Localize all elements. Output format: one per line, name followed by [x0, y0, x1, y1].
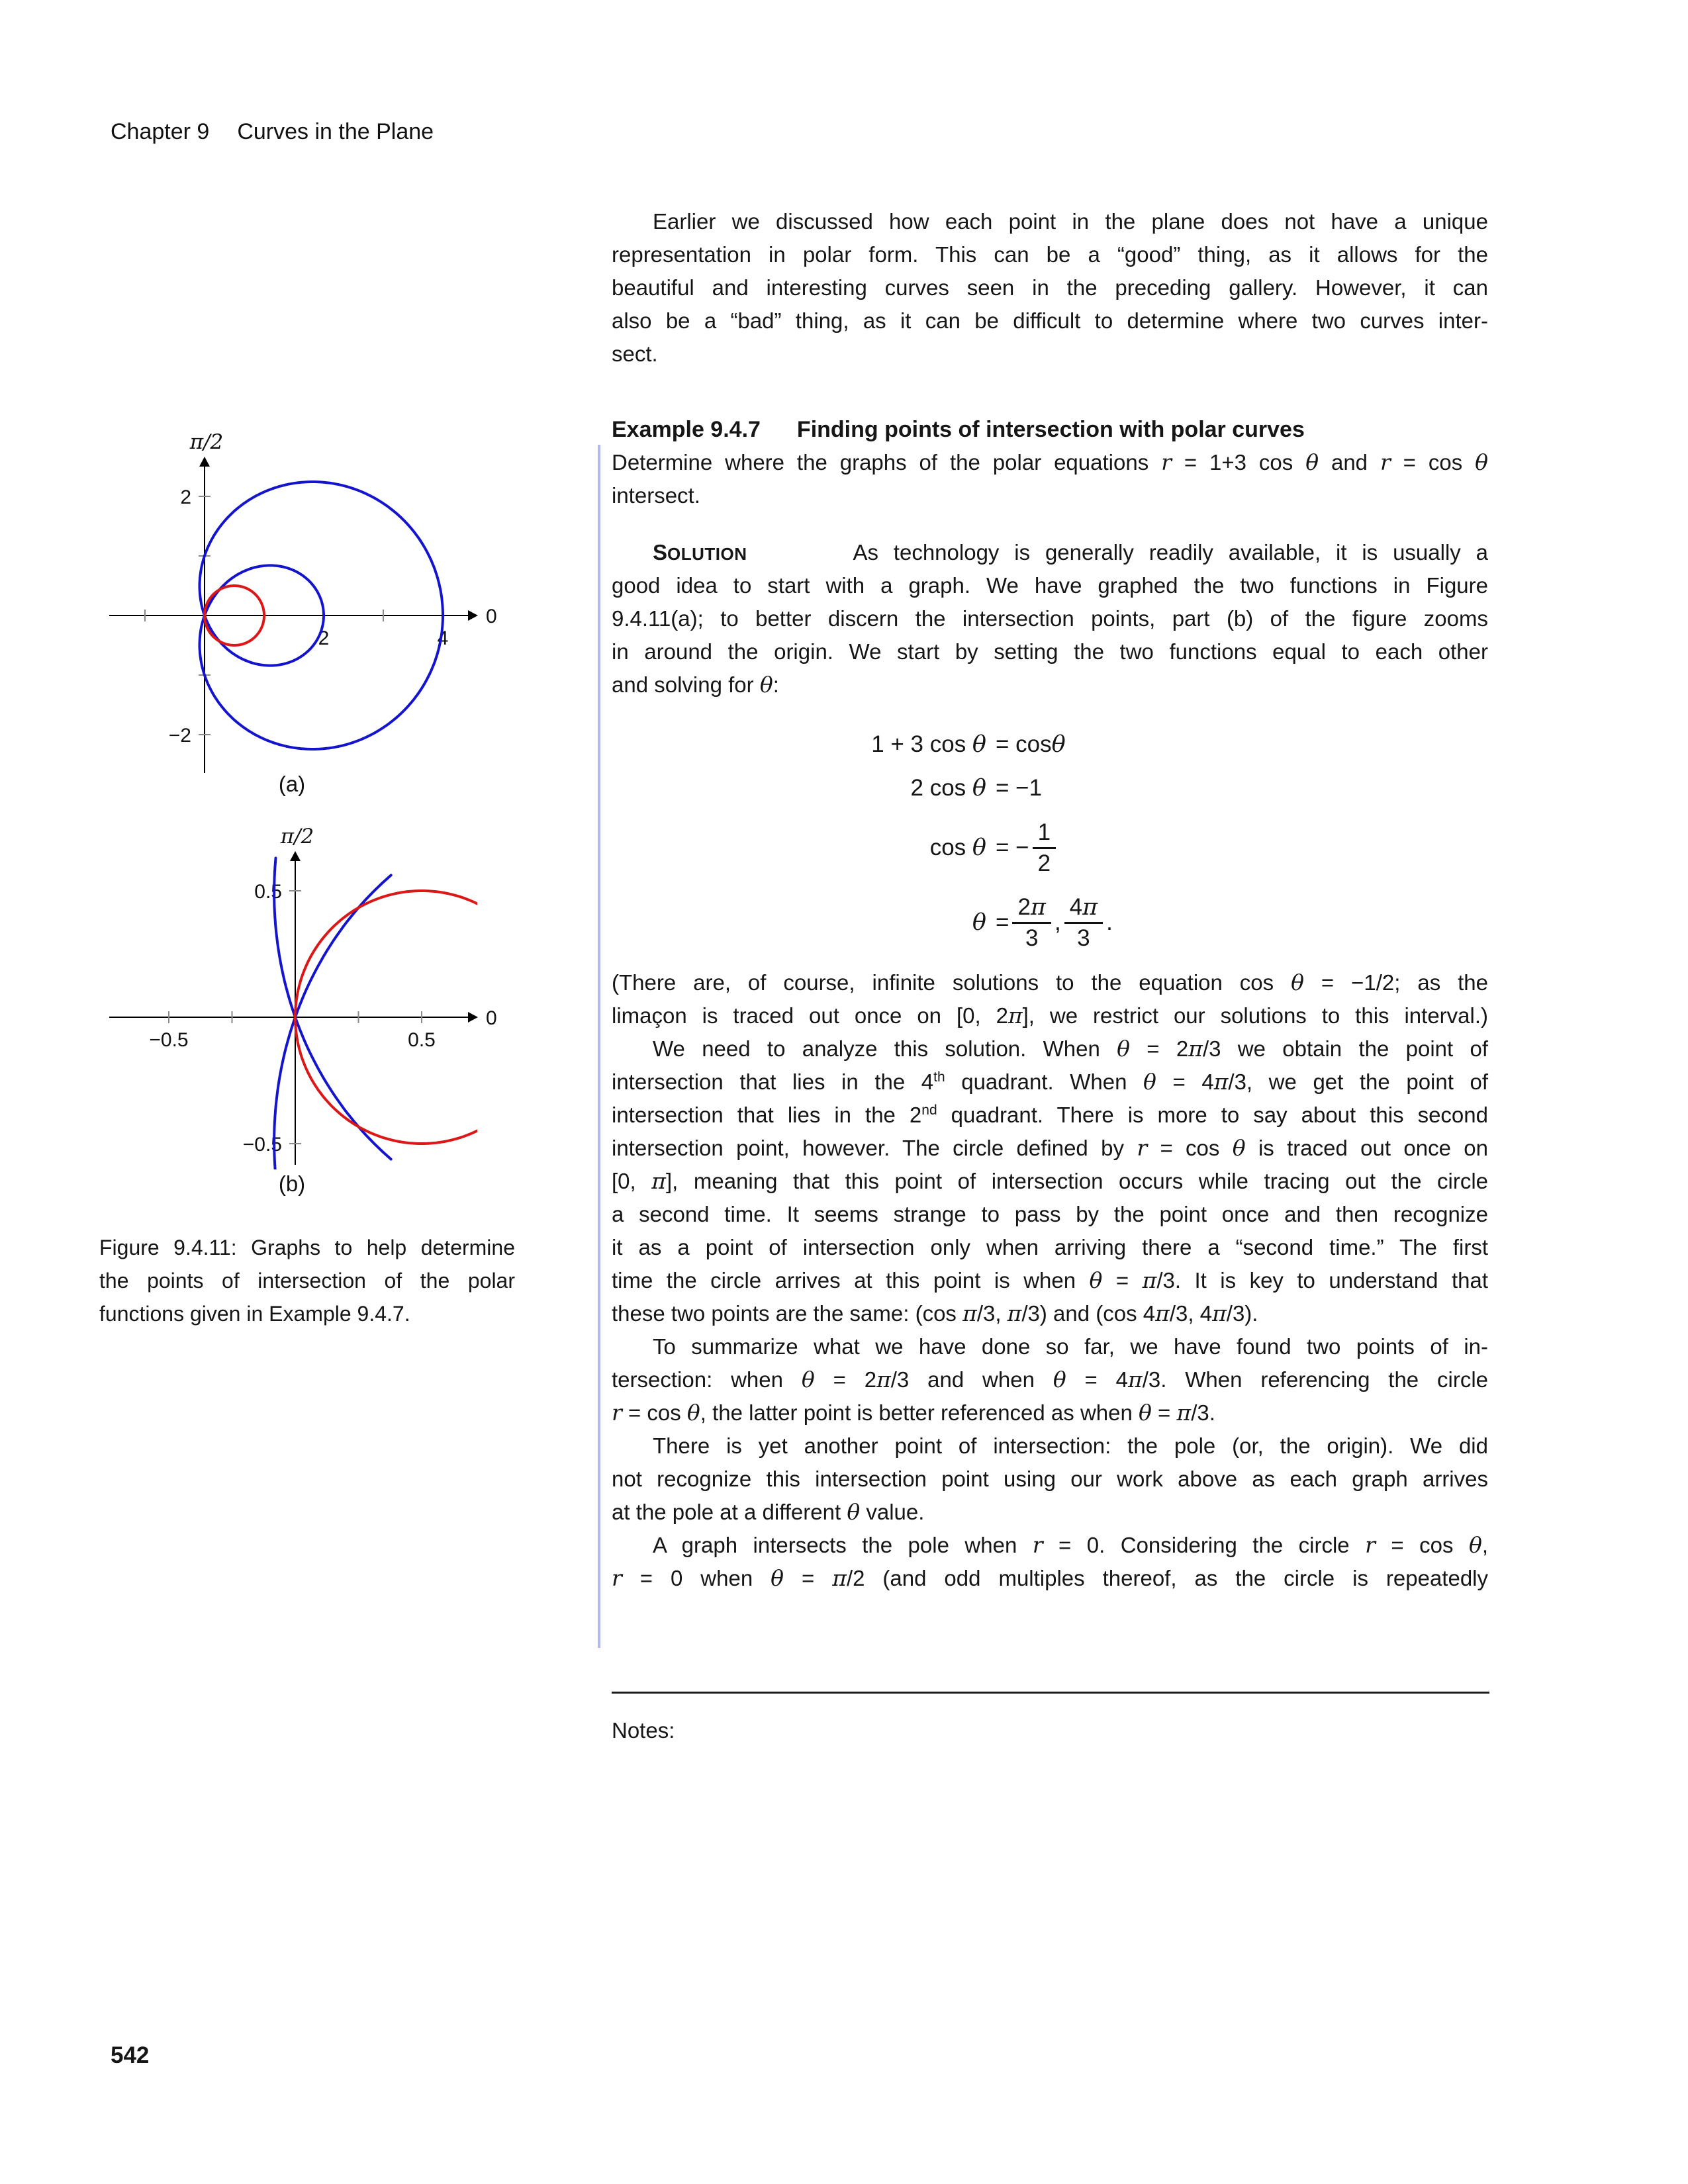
fraction-denominator: 3 [1077, 925, 1090, 951]
text-line: not recognize this intersection point using our work above as each graph arrives [612, 1467, 1488, 1491]
figure-a-label: (a) [278, 772, 306, 796]
text-line: intersection that lies in the 4th quadrant. When θ = 4π/3, we get the point of [612, 1069, 1489, 1095]
paragraph-intro-polar [612, 205, 1488, 371]
fraction [1064, 894, 1103, 951]
text-line: r = 0 when θ = π/2 (and odd multiples thereof, as the circle is repeatedly [612, 1565, 1489, 1591]
y-axis-arrow [290, 851, 301, 861]
x-axis-arrow [468, 1012, 478, 1023]
text-line: To summarize what we have done so far, we have found two points of in- [653, 1334, 1488, 1359]
fraction-numerator: 1 [1033, 819, 1056, 848]
y-tick-label: 0.5 [254, 881, 282, 903]
figure-caption [99, 1231, 515, 1330]
equation-rhs [986, 819, 1059, 876]
pi-over-2-label: π/2 [280, 825, 314, 848]
y-tick-label: 2 [180, 486, 191, 508]
text-line: Determine where the graphs of the polar equations r = 1+3 cos θ and r = cos θ [612, 449, 1489, 475]
pi-over-2-label: π/2 [189, 430, 224, 454]
text-line: at the pole at a different θ value. [612, 1499, 925, 1525]
fraction-denominator: 2 [1037, 850, 1051, 876]
equation-lhs: 2 cos θ [910, 775, 986, 801]
x-tick-label: −0.5 [149, 1029, 189, 1051]
x-tick-label: 0.5 [408, 1029, 436, 1051]
text-line: in around the origin. We start by setting the two functions equal to each other [612, 639, 1488, 664]
text-line: the points of intersection of the polar [99, 1269, 515, 1293]
y-axis-arrow [199, 457, 210, 467]
example-number: Example 9.4.7 [612, 417, 761, 442]
solution-paragraph [612, 536, 1488, 702]
zero-axis-label: 0 [486, 1007, 497, 1029]
text-line: SOLUTION As technology is generally readily available, it is usually a [653, 540, 1488, 565]
figure-a-plot [40, 397, 523, 807]
text-line: a second time. It seems strange to pass by the point once and then recognize [612, 1202, 1488, 1226]
x-tick-label: 4 [437, 627, 449, 649]
equation-4 [612, 884, 1488, 962]
equation-suffix: . [1106, 909, 1113, 935]
y-tick-label: −0.5 [242, 1134, 282, 1156]
text-line: also be a “bad” thing, as it can be difficult to determine where two curves inter- [612, 308, 1488, 333]
equation-block [612, 725, 1488, 962]
paragraph-summarize [612, 1330, 1488, 1430]
page-header [111, 119, 434, 145]
text-line: [0, π], meaning that this point of intersection occurs while tracing out the circle [612, 1168, 1489, 1194]
text-line: limaçon is traced out once on [0, 2π], we restrict our solutions to this interval.) [612, 1003, 1488, 1028]
paragraph-there-are [612, 966, 1488, 1032]
limacon-curve [274, 858, 391, 1160]
equation-rhs: = cos θ [996, 731, 1066, 758]
text-line: tersection: when θ = 2π/3 and when θ = 4π/3. When referencing the circle [612, 1367, 1489, 1392]
example-statement [612, 446, 1488, 512]
equation-lhs: cos θ [929, 835, 986, 861]
text-line: There is yet another point of intersection: the pole (or, the origin). We did [653, 1433, 1488, 1458]
text-line: (There are, of course, infinite solutions to the equation cos θ = −1/2; as the [612, 970, 1488, 995]
page-number: 542 [111, 2042, 150, 2068]
equation-1 [612, 725, 1488, 764]
fraction-denominator: 3 [1025, 925, 1039, 951]
text-line: A graph intersects the pole when r = 0. Considering the circle r = cos θ, [653, 1532, 1488, 1558]
fraction-numerator: 4π [1064, 894, 1103, 924]
text-line: these two points are the same: (cos π/3, π/3) and (cos 4π/3, 4π/3). [612, 1300, 1258, 1326]
example-heading: Finding points of intersection with polar curves [796, 417, 1305, 442]
example-title [612, 413, 1488, 446]
text-line: 9.4.11(a); to better discern the intersection points, part (b) of the figure zooms [612, 606, 1488, 631]
chapter-title: Curves in the Plane [237, 119, 434, 144]
equation-rhs-prefix: = [996, 909, 1009, 935]
equation-separator: , [1054, 909, 1061, 935]
figure-b-plot [40, 824, 523, 1195]
text-line: We need to analyze this solution. When θ = 2π/3 we obtain the point of [653, 1036, 1488, 1062]
text-line: Figure 9.4.11: Graphs to help determine [99, 1236, 515, 1259]
equation-rhs: = −1 [996, 775, 1043, 801]
text-line: representation in polar form. This can be a “good” thing, as it allows for the [612, 242, 1488, 267]
text-line: intersection that lies in the 2nd quadrant. There is more to say about this second [612, 1103, 1488, 1127]
equation-lhs: θ [972, 909, 986, 936]
figure-b-label: (b) [278, 1171, 306, 1196]
text-line: intersection point, however. The circle defined by r = cos θ is traced out once on [612, 1135, 1488, 1161]
text-line: good idea to start with a graph. We have graphed the two functions in Figure [612, 573, 1488, 598]
equation-lhs: 1 + 3 cos θ [871, 731, 986, 758]
equation-rhs-prefix: = − [996, 835, 1029, 860]
paragraph-we-need [612, 1032, 1488, 1330]
equation-3 [612, 812, 1488, 884]
fraction-numerator: 2π [1012, 894, 1051, 924]
text-line: intersect. [612, 483, 700, 508]
equation-rhs [986, 894, 1113, 951]
fraction [1033, 819, 1056, 876]
text-line: beautiful and interesting curves seen in the preceding gallery. However, it can [612, 275, 1488, 300]
text-line: time the circle arrives at this point is when θ = π/3. It is key to understand that [612, 1267, 1488, 1293]
text-line: and solving for θ: [612, 672, 779, 698]
x-tick-label: 2 [318, 627, 330, 649]
y-tick-label: −2 [168, 725, 191, 747]
paragraph-another-point [612, 1430, 1488, 1529]
chapter-label: Chapter 9 [111, 119, 210, 144]
limacon-curve [274, 875, 391, 1176]
x-axis-arrow [468, 610, 478, 621]
text-line: Earlier we discussed how each point in the plane does not have a unique [653, 209, 1488, 234]
text-line: sect. [612, 341, 658, 366]
text-line: r = cos θ, the latter point is better referenced as when θ = π/3. [612, 1400, 1215, 1426]
text-line: functions given in Example 9.4.7. [99, 1302, 410, 1326]
example-left-rule [598, 445, 600, 1648]
zero-axis-label: 0 [486, 606, 497, 627]
notes-label: Notes: [612, 1718, 675, 1743]
notes-divider [612, 1692, 1489, 1694]
fraction [1012, 894, 1051, 951]
equation-2 [612, 764, 1488, 812]
paragraph-graph-pole [612, 1529, 1488, 1595]
text-line: it as a point of intersection only when arriving there a “second time.” The first [612, 1235, 1488, 1259]
